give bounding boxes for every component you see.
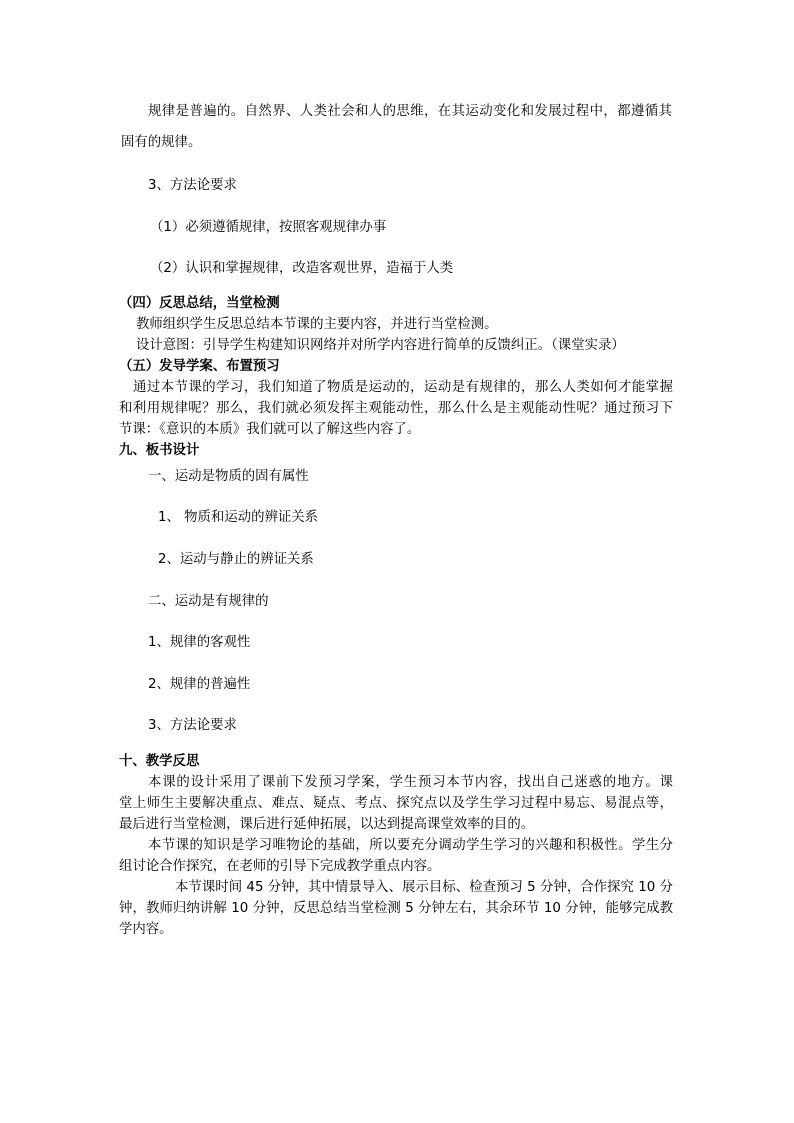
outline-item: 一、运动是物质的固有属性 (148, 469, 309, 484)
paragraph-line: 组讨论合作探究，在老师的引导下完成教学重点内容。 (119, 859, 441, 874)
outline-subitem: 1、规律的客观性 (148, 635, 251, 650)
paragraph-line: 学内容。 (119, 922, 173, 937)
list-item: （2）认识和掌握规律，改造客观世界，造福于人类 (150, 261, 454, 276)
outline-subitem: 2、规律的普遍性 (148, 677, 251, 692)
section-heading: （四）反思总结，当堂检测 (119, 296, 280, 311)
paragraph-line: 设计意图：引导学生构建知识网络并对所学内容进行简单的反馈纠正。（课堂实录） (136, 338, 625, 353)
section-heading: （五）发导学案、布置预习 (119, 359, 280, 374)
paragraph-line: 和利用规律呢？那么，我们就必须发挥主观能动性，那么什么是主观能动性呢？通过预习下 (119, 401, 673, 416)
paragraph-line: 最后进行当堂检测，课后进行延伸拓展，以达到提高课堂效率的目的。 (119, 817, 535, 832)
paragraph-line: 通过本节课的学习，我们知道了物质是运动的，运动是有规律的，那么人类如何才能掌握 (133, 380, 673, 395)
outline-subitem: 2、运动与静止的辨证关系 (158, 552, 314, 567)
outline-subitem: 1、 物质和运动的辨证关系 (158, 510, 319, 525)
paragraph-line: 教师组织学生反思总结本节课的主要内容，并进行当堂检测。 (136, 317, 498, 332)
list-item: （1）必须遵循规律，按照客观规律办事 (150, 220, 387, 235)
section-heading: 十、教学反思 (119, 754, 200, 769)
paragraph-line: 本节课时间 45 分钟，其中情景导入、展示目标、检查预习 5 分钟，合作探究 10 分 (175, 880, 673, 895)
section-heading: 九、板书设计 (119, 443, 200, 458)
paragraph-line: 节课：《意识的本质》我们就可以了解这些内容了。 (119, 422, 421, 437)
paragraph-line: 固有的规律。 (121, 135, 202, 150)
paragraph-line: 规律是普遍的。自然界、人类社会和人的思维，在其运动变化和发展过程中，都遵循其 (148, 104, 672, 119)
paragraph-line: 钟，教师归纳讲解 10 分钟，反思总结当堂检测 5 分钟左右，其余环节 10 分钟，能够完成教 (119, 901, 673, 916)
paragraph-line: 本节课的知识是学习唯物论的基础，所以要充分调动学生学习的兴趣和积极性。学生分 (148, 838, 673, 853)
outline-item: 二、运动是有规律的 (148, 594, 269, 609)
paragraph-line: 堂上师生主要解决重点、难点、疑点、考点、探究点以及学生学习过程中易忘、易混点等， (119, 796, 673, 811)
paragraph-line: 本课的设计采用了课前下发预习学案，学生预习本节内容，找出自己迷惑的地方。课 (148, 775, 673, 790)
subheading: 3、方法论要求 (148, 178, 237, 193)
outline-subitem: 3、方法论要求 (148, 718, 237, 733)
